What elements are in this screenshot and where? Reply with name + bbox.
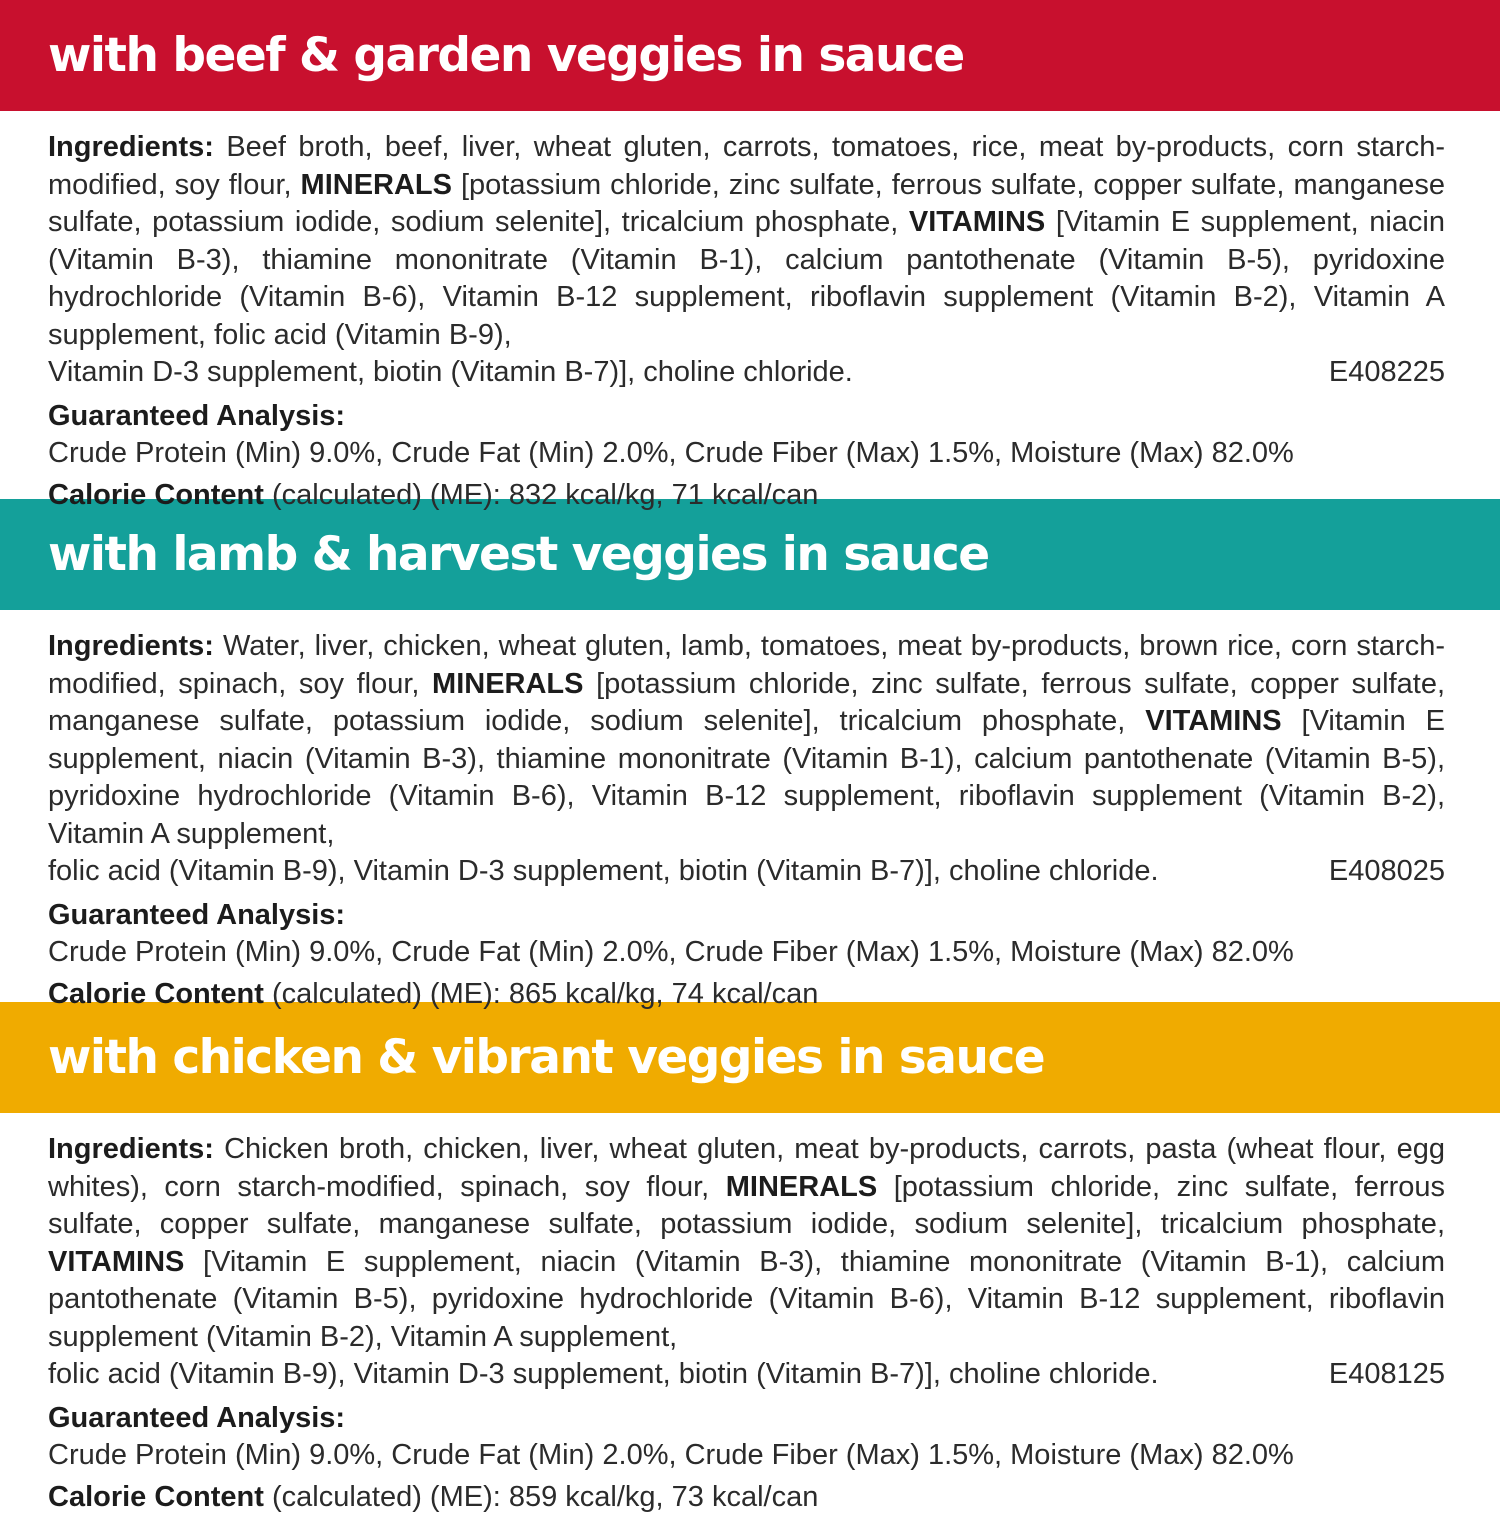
ingredients-label: Ingredients: bbox=[48, 630, 214, 662]
calorie-label: Calorie Content bbox=[48, 1480, 264, 1513]
guaranteed-analysis-values: Crude Protein (Min) 9.0%, Crude Fat (Min) 2.0%, Crude Fiber (Max) 1.5%, Moisture (Max) 82.0% bbox=[48, 1438, 1294, 1471]
ingredients-text bbox=[48, 1131, 1445, 1356]
ingredients-last-line bbox=[48, 853, 1445, 891]
minerals-label: MINERALS bbox=[300, 168, 452, 201]
ingredients-part: Vitamin D-3 supplement, biotin (Vitamin B-7)], choline chloride. bbox=[48, 356, 853, 388]
section-banner: with chicken & vibrant veggies in sauce bbox=[0, 1002, 1500, 1113]
lamb-section bbox=[0, 499, 1500, 1010]
ingredients-last-line bbox=[48, 354, 1445, 392]
section-banner: with beef & garden veggies in sauce bbox=[0, 0, 1500, 111]
ingredients-part: folic acid (Vitamin B-9), Vitamin D-3 supplement, biotin (Vitamin B-7)], choline chloride. bbox=[48, 855, 1159, 887]
chicken-section bbox=[0, 1002, 1500, 1516]
minerals-label: MINERALS bbox=[432, 667, 584, 700]
calorie-method: (calculated) (ME): bbox=[263, 977, 509, 1010]
guaranteed-analysis-title: Guaranteed Analysis: bbox=[48, 898, 346, 931]
ingredients-last-line bbox=[48, 1356, 1445, 1394]
ingredients-label: Ingredients: bbox=[48, 1133, 214, 1165]
calorie-label: Calorie Content bbox=[48, 478, 264, 511]
beef-section bbox=[0, 0, 1500, 511]
ingredients-text bbox=[48, 129, 1445, 354]
ingredients-part: folic acid (Vitamin B-9), Vitamin D-3 supplement, biotin (Vitamin B-7)], choline chloride. bbox=[48, 1358, 1159, 1390]
ingredients-label: Ingredients: bbox=[48, 131, 214, 163]
ingredients-part: [Vitamin E supplement, niacin (Vitamin B-3), thiamine mononitrate (Vitamin B-1), calcium pantothenate (Vitamin B-5), pyridoxine hydrochloride (Vitamin B-6), Vitamin B-12 supplement, riboflavin supplement (Vitamin B-2), Vitamin A supplement, bbox=[48, 705, 1445, 850]
calorie-label: Calorie Content bbox=[48, 977, 264, 1010]
ingredients-text bbox=[48, 628, 1445, 853]
guaranteed-analysis-title: Guaranteed Analysis: bbox=[48, 1401, 346, 1434]
guaranteed-analysis-values: Crude Protein (Min) 9.0%, Crude Fat (Min) 2.0%, Crude Fiber (Max) 1.5%, Moisture (Max) 82.0% bbox=[48, 436, 1294, 469]
calorie-content bbox=[48, 1478, 1445, 1516]
calorie-values: 859 kcal/kg, 73 kcal/can bbox=[508, 1480, 819, 1513]
ingredients-part: Water, liver, chicken, wheat gluten, lamb, tomatoes, meat by-products, brown rice, corn starch-modified, spinach, soy flour, bbox=[48, 630, 1445, 700]
minerals-label: MINERALS bbox=[725, 1170, 878, 1203]
section-banner: with lamb & harvest veggies in sauce bbox=[0, 499, 1500, 610]
ingredients-part: Beef broth, beef, liver, wheat gluten, carrots, tomatoes, rice, meat by-products, corn starch-modified, soy flour, bbox=[48, 131, 1445, 201]
product-code: E408125 bbox=[1328, 1358, 1445, 1390]
product-code: E408025 bbox=[1328, 855, 1445, 887]
ingredients-part: [potassium chloride, zinc sulfate, ferrous sulfate, copper sulfate, manganese sulfate, potassium iodide, sodium selenite], tricalcium phosphate, bbox=[48, 1170, 1445, 1240]
product-code: E408225 bbox=[1328, 356, 1445, 388]
ingredients-part: [Vitamin E supplement, niacin (Vitamin B-3), thiamine mononitrate (Vitamin B-1), calcium pantothenate (Vitamin B-5), pyridoxine hydrochloride (Vitamin B-6), Vitamin B-12 supplement, riboflavin supplement (Vitamin B-2), Vitamin A supplement, bbox=[48, 1245, 1445, 1353]
vitamins-label: VITAMINS bbox=[1145, 705, 1282, 737]
guaranteed-analysis-title: Guaranteed Analysis: bbox=[48, 399, 346, 432]
ingredients-part: Chicken broth, chicken, liver, wheat gluten, meat by-products, carrots, pasta (wheat flour, egg whites), corn starch-modified, spinach, soy flour, bbox=[48, 1133, 1445, 1203]
ingredients-part: [potassium chloride, zinc sulfate, ferrous sulfate, copper sulfate, manganese sulfate, potassium iodide, sodium selenite], tricalcium phosphate, bbox=[48, 667, 1445, 737]
ingredients-part: [Vitamin E supplement, niacin (Vitamin B-3), thiamine mononitrate (Vitamin B-1), calcium pantothenate (Vitamin B-5), pyridoxine hydrochloride (Vitamin B-6), Vitamin B-12 supplement, riboflavin supplement (Vitamin B-2), Vitamin A supplement, folic acid (Vitamin B-9), bbox=[48, 206, 1445, 351]
calorie-values: 865 kcal/kg, 74 kcal/can bbox=[508, 977, 819, 1010]
guaranteed-analysis-values: Crude Protein (Min) 9.0%, Crude Fat (Min) 2.0%, Crude Fiber (Max) 1.5%, Moisture (Max) 82.0% bbox=[48, 935, 1294, 968]
calorie-method: (calculated) (ME): bbox=[263, 478, 509, 511]
calorie-method: (calculated) (ME): bbox=[263, 1480, 509, 1513]
section-content bbox=[0, 111, 1500, 511]
calorie-values: 832 kcal/kg, 71 kcal/can bbox=[508, 478, 819, 511]
vitamins-label: VITAMINS bbox=[908, 206, 1046, 238]
section-content bbox=[0, 1113, 1500, 1516]
ingredients-part: [potassium chloride, zinc sulfate, ferrous sulfate, copper sulfate, manganese sulfate, potassium iodide, sodium selenite], tricalcium phosphate, bbox=[48, 168, 1445, 238]
section-content bbox=[0, 610, 1500, 1010]
vitamins-label: VITAMINS bbox=[48, 1245, 185, 1278]
